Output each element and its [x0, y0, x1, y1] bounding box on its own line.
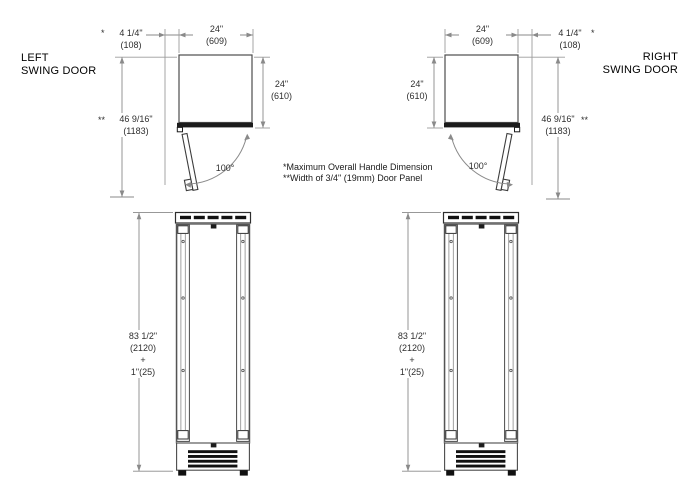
- right-swing-mm: (1183): [545, 126, 571, 136]
- right-swing-in: 46 9/16": [541, 114, 575, 124]
- right-hinge-stub: [515, 127, 520, 131]
- left-depth-dim: [265, 78, 298, 102]
- right-width-in: 24": [475, 24, 490, 34]
- right-height-plus: +: [409, 355, 415, 365]
- right-swing-door-title: [558, 51, 678, 76]
- left-closed-door-panel: [177, 123, 253, 128]
- right-depth-dim: [401, 78, 433, 102]
- left-height-mm: (2120): [129, 343, 156, 353]
- right-handle-clearance-dim: [551, 27, 589, 51]
- right-handle-in: 4 1/4": [558, 28, 582, 38]
- right-width-mm: (609): [471, 36, 493, 46]
- left-swing-mm: (1183): [123, 126, 149, 136]
- footnote-panel: **Width of 3/4" (19mm) Door Panel: [283, 173, 423, 183]
- right-swing-depth-dim: [534, 113, 582, 137]
- left-front-drawing: [176, 213, 251, 476]
- right-title-line1: RIGHT: [642, 51, 678, 63]
- right-height-extra: 1"(25): [399, 367, 425, 377]
- right-height-mm: (2120): [398, 343, 425, 353]
- right-title-line2: SWING DOOR: [602, 63, 678, 76]
- right-cabinet-top-view: [445, 55, 518, 123]
- right-width-dim: [459, 23, 506, 47]
- left-handle-mm: (108): [120, 40, 142, 50]
- footnote-handle: *Maximum Overall Handle Dimension: [283, 162, 433, 172]
- left-handle-dim-star: *: [101, 28, 105, 38]
- left-swing-arc: [188, 137, 247, 184]
- left-hinge-stub: [177, 127, 182, 131]
- right-closed-door-panel: [444, 123, 520, 128]
- left-height-in: 83 1/2": [128, 331, 158, 341]
- left-swing-in: 46 9/16": [119, 114, 153, 124]
- left-depth-in: 24": [274, 79, 289, 89]
- left-width-dim: [193, 23, 240, 47]
- left-handle-clearance-dim: [112, 27, 150, 51]
- right-depth-in: 24": [410, 79, 424, 89]
- left-open-door: [176, 134, 198, 192]
- left-height-plus: +: [140, 355, 146, 365]
- right-height-dim-text: [389, 330, 435, 378]
- right-front-drawing: [444, 213, 519, 476]
- left-title-line1: LEFT: [21, 52, 49, 64]
- right-handle-dim-star: *: [591, 28, 595, 38]
- left-swing-door-title: [21, 52, 96, 77]
- left-height-extra: 1"(25): [130, 367, 156, 377]
- right-height-in: 83 1/2": [397, 331, 427, 341]
- right-swing-dim-star: **: [581, 115, 589, 125]
- left-height-dim-text: [120, 330, 166, 378]
- left-swing-depth-dim: [112, 113, 160, 137]
- left-handle-in: 4 1/4": [119, 28, 143, 38]
- footnotes: [283, 162, 433, 184]
- left-title-line2: SWING DOOR: [21, 64, 97, 77]
- left-cabinet-top-view: [179, 55, 252, 123]
- left-depth-mm: (610): [270, 91, 292, 101]
- left-door-angle-label: 100°: [215, 163, 235, 173]
- left-width-mm: (609): [205, 36, 227, 46]
- right-handle-mm: (108): [559, 40, 581, 50]
- left-width-in: 24": [209, 24, 224, 34]
- left-swing-dim-star: **: [98, 115, 106, 125]
- right-depth-mm: (610): [406, 91, 428, 101]
- right-door-angle-label: 100°: [468, 161, 488, 171]
